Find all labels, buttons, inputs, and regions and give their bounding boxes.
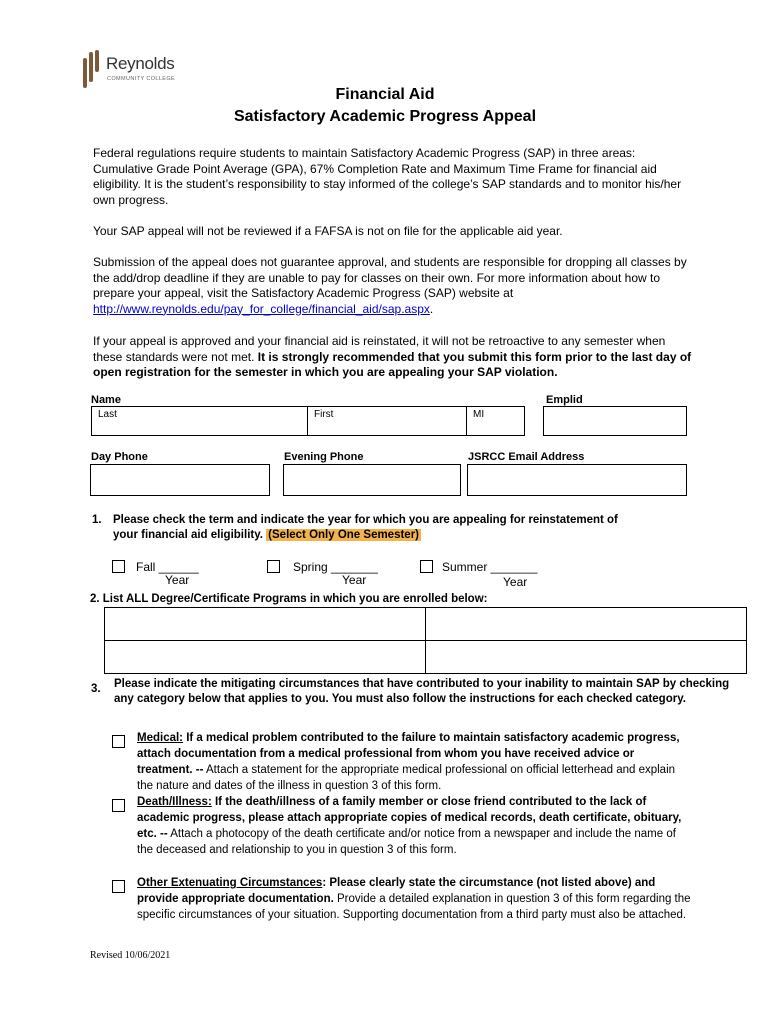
q1-text-line2 [113,528,713,543]
spring-label: Spring _______ [293,560,378,574]
logo-name: Reynolds [106,54,175,73]
fall-label: Fall ______ [136,560,199,574]
death-illness-bold-text: If the death/illness of a family member or close friend contributed to the lack of academic progress, please attach appropriate copies of medical records, death certificate, obituary, etc. -- [137,796,682,840]
spring-checkbox[interactable] [267,560,280,573]
emplid-label: Emplid [546,394,583,406]
medical-text: Attach a statement for the appropriate medical professional on official letterhead and explain the nature and dates of the illness in question 3 of this form. [137,764,676,792]
spring-year-label: Year [342,573,367,587]
medical-heading: Medical: [137,732,184,744]
program-cell[interactable] [105,608,426,641]
evening-phone-label: Evening Phone [284,451,364,463]
email-field[interactable] [467,464,687,496]
first-name-field[interactable] [307,406,467,436]
other-bold-text: : Please clearly state the circumstance (not listed above) and provide appropriate documentation. [137,877,656,905]
intro-paragraph-1: Federal regulations require students to maintain Satisfactory Academic Progress (SAP) in three areas: Cumulative Grade Point Average (GPA), 67% Completion Rate and Maximum Time Frame for financial aid eligibility. It is the student’s responsibility to stay informed of the college’s SAP standards and to monitor his/her own progress. [93,146,682,207]
intro-paragraph-3 [93,255,693,317]
emplid-field[interactable] [543,406,687,436]
logo-mark-icon [82,50,102,90]
death-illness-text: Attach a photocopy of the death certificate and/or notice from a newspaper and include the name of the deceased and relationship to you in question 3 of this form. [137,828,676,856]
email-label: JSRCC Email Address [468,451,585,463]
last-name-field[interactable] [91,406,308,436]
name-label: Name [91,394,121,406]
sap-website-link[interactable]: http://www.reynolds.edu/pay_for_college/financial_aid/sap.aspx [93,301,430,316]
middle-initial-label: MI [473,409,485,420]
death-illness-checkbox[interactable] [112,799,125,812]
revised-date: Revised 10/06/2021 [90,950,171,961]
evening-phone-field[interactable] [283,464,461,496]
q3-number: 3. [91,683,101,695]
last-name-label: Last [98,409,117,420]
fall-year-label: Year [165,573,190,587]
intro-paragraph-4-bold: It is strongly recommended that you submit this form prior to the last day of open registration for the semester in which you are appealing your SAP violation. [93,349,692,379]
q1-text-b: your financial aid eligibility. [113,529,263,541]
select-one-highlight: (Select Only One Semester) [268,529,420,541]
other-item [137,875,692,923]
summer-label: Summer _______ [442,560,538,574]
intro-paragraph-3-end: . [429,301,434,316]
death-illness-item [137,794,692,858]
programs-table [104,607,747,674]
program-cell[interactable] [426,608,747,641]
middle-initial-field[interactable] [466,406,525,436]
fall-checkbox[interactable] [112,560,125,573]
day-phone-field[interactable] [90,464,270,496]
q1-text [113,513,713,543]
summer-checkbox[interactable] [420,560,433,573]
q3-text: Please indicate the mitigating circumstances that have contributed to your inability to maintain SAP by checking any category below that applies to you. You must also follow the instructions for each checked category. [114,678,730,705]
intro-paragraph-3-text: Submission of the appeal does not guarantee approval, and students are responsible for dropping all classes by the add/drop deadline if they are unable to pay for classes on their own. For more information about how to prepare your appeal, visit the Satisfactory Academic Progress (SAP) website at [93,255,687,300]
medical-item [137,730,692,794]
other-heading: Other Extenuating Circumstances [137,877,323,889]
q2-text: 2. List ALL Degree/Certificate Programs in which you are enrolled below: [90,593,488,605]
q1-text-line1: Please check the term and indicate the year for which you are appealing for reinstatement of [113,514,618,526]
q1-number: 1. [92,514,102,526]
summer-year-label: Year [503,575,528,589]
page-subtitle: Satisfactory Academic Progress Appeal [233,108,537,125]
medical-checkbox[interactable] [112,735,125,748]
intro-paragraph-2: Your SAP appeal will not be reviewed if a FAFSA is not on file for the applicable aid year. [93,224,563,238]
death-illness-heading: Death/Illness: [137,796,212,808]
medical-bold-text: If a medical problem contributed to the failure to maintain satisfactory academic progress, attach documentation from a medical professional from whom you have received advice or treatment. -- [137,732,680,776]
other-text: Provide a detailed explanation in question 3 of this form regarding the specific circumstances of your situation. Supporting documentation from a third party must also be attached. [137,893,691,921]
program-cell[interactable] [105,641,426,674]
logo-subtitle: COMMUNITY COLLEGE [107,76,176,82]
program-cell[interactable] [426,641,747,674]
intro-paragraph-4-text: If your appeal is approved and your financial aid is reinstated, it will not be retroactive to any semester when these standards were not met. [93,334,666,364]
day-phone-label: Day Phone [91,451,148,463]
first-name-label: First [314,409,334,420]
page-title: Financial Aid [335,86,435,103]
intro-paragraph-4 [93,334,693,381]
other-checkbox[interactable] [112,880,125,893]
